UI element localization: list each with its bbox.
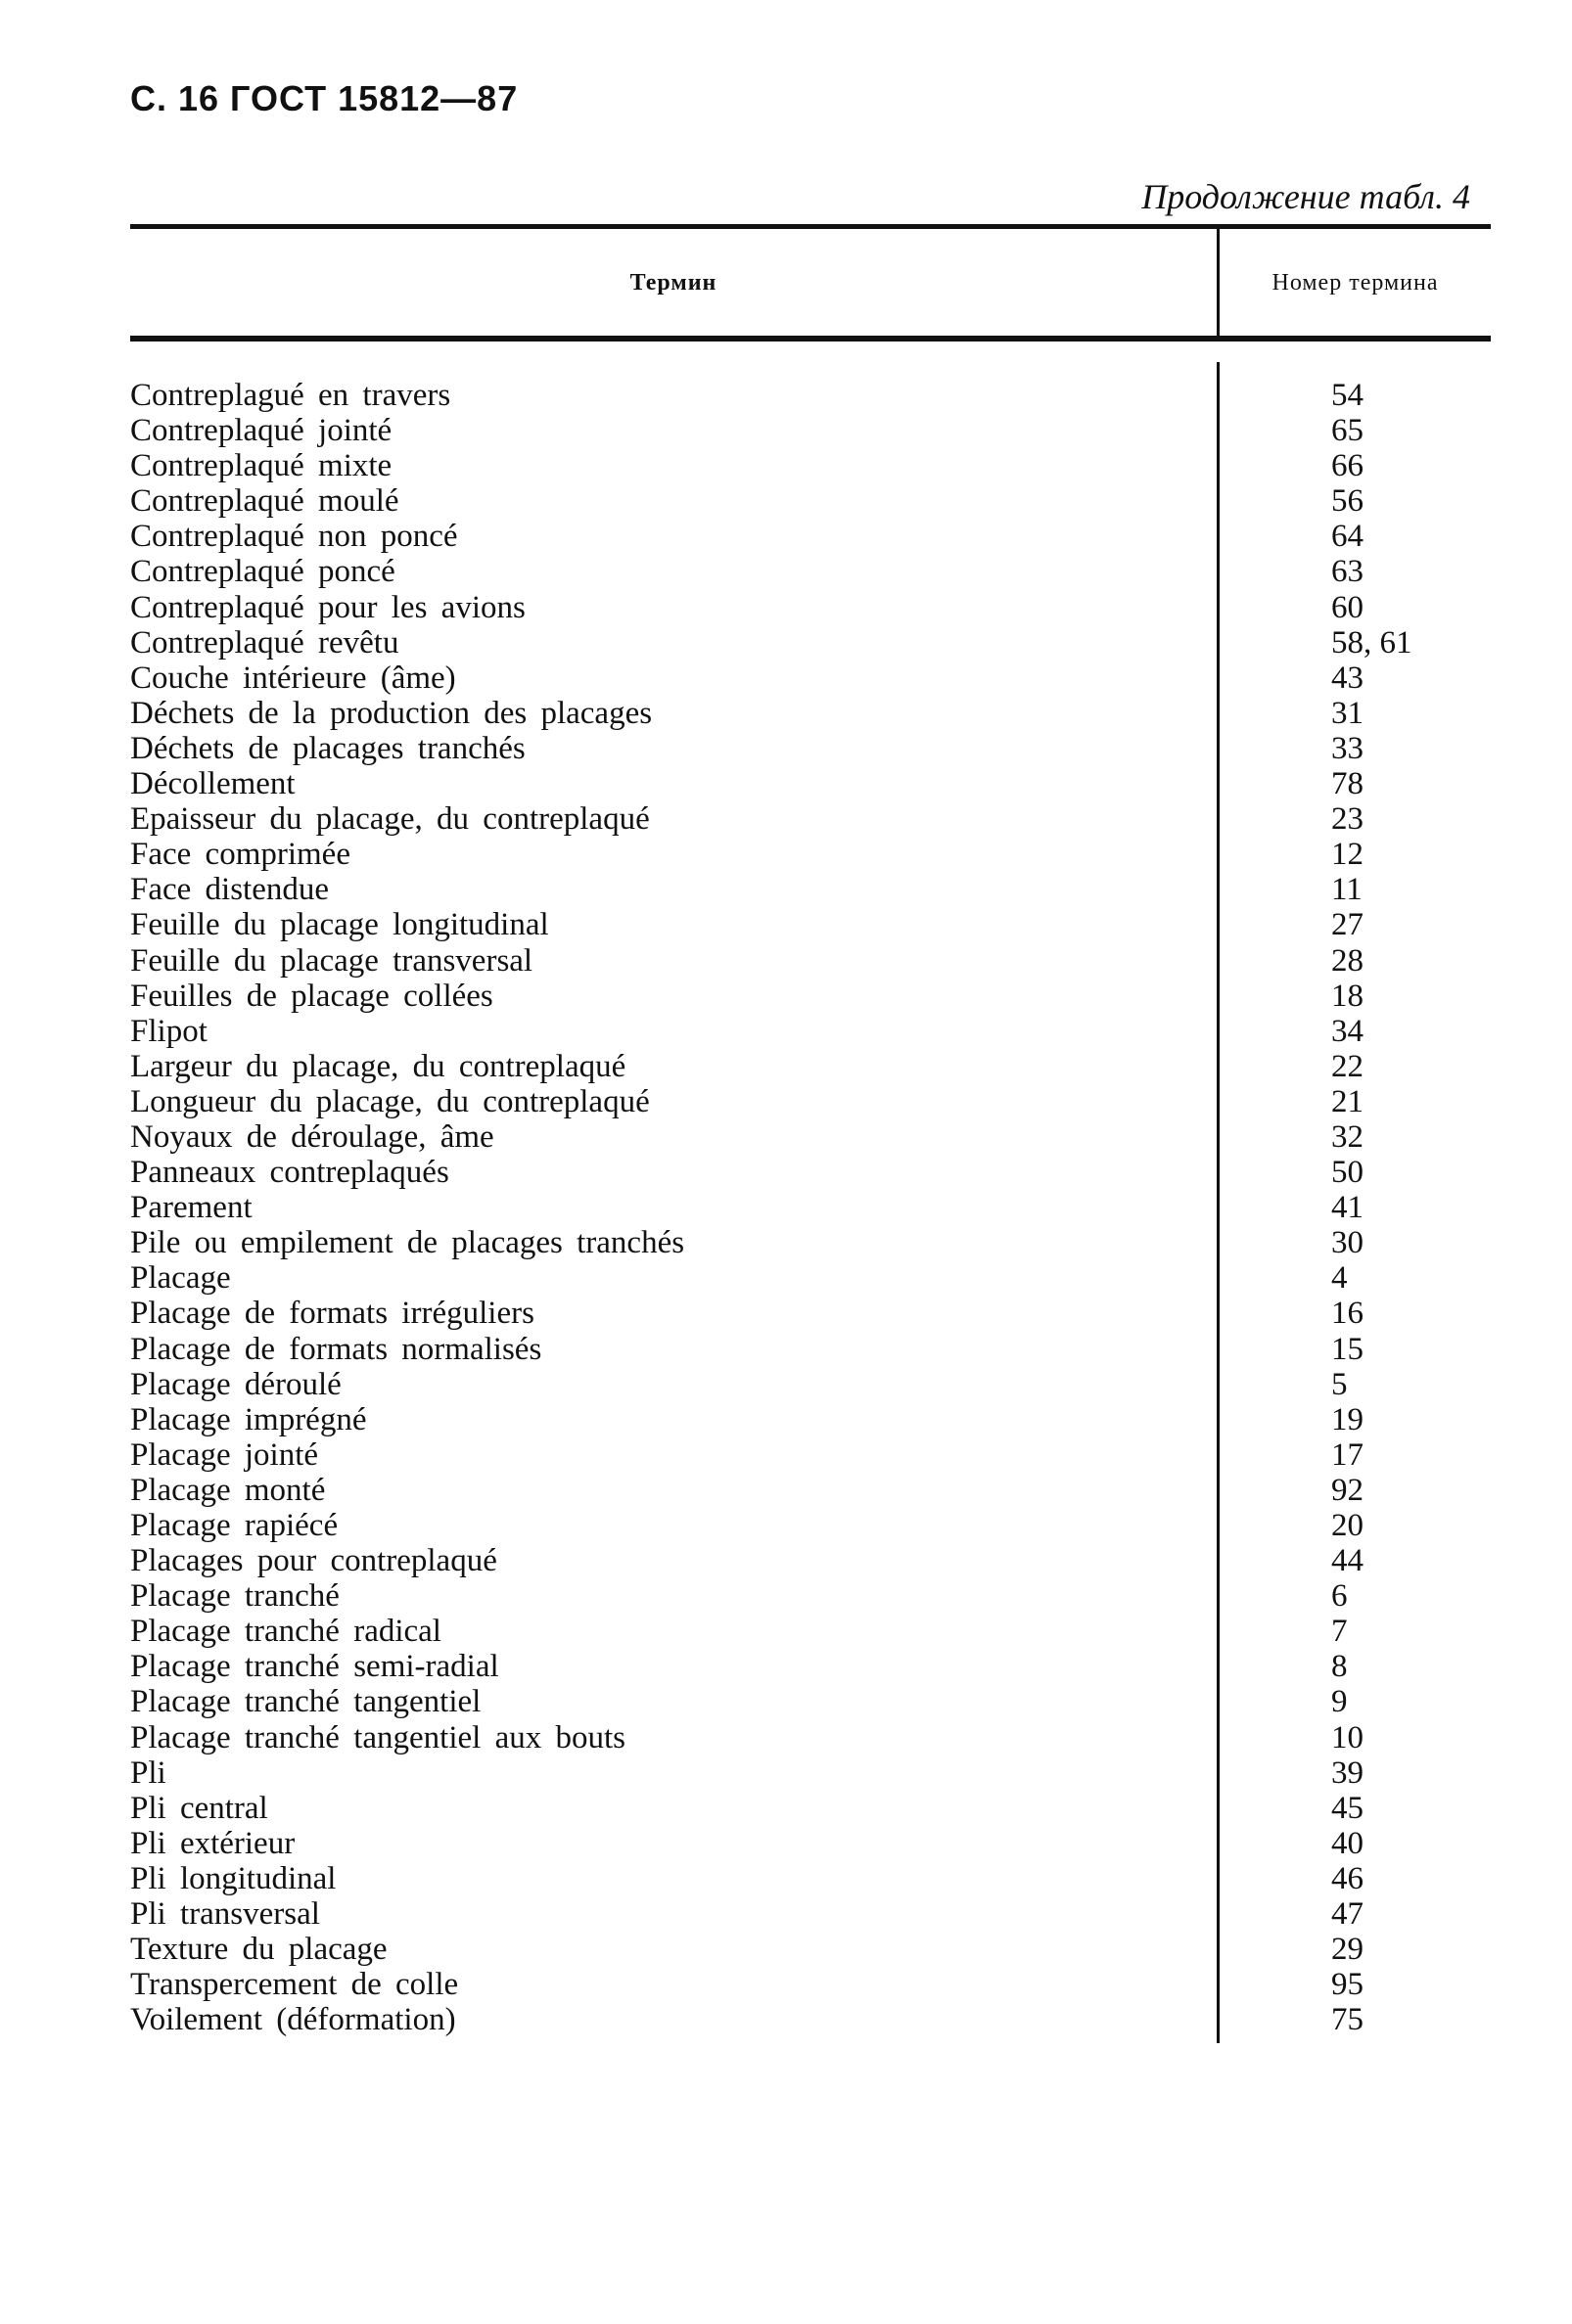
term-number-cell: 78 <box>1331 766 1364 802</box>
table-row <box>0 766 1572 801</box>
term-number-cell: 20 <box>1331 1508 1364 1543</box>
term-cell: Placage de formats irréguliers <box>130 1296 534 1332</box>
term-number-cell: 18 <box>1331 978 1364 1014</box>
table-row <box>0 837 1572 872</box>
term-number-cell: 58, 61 <box>1331 624 1412 661</box>
term-cell: Contreplaqué pour les avions <box>130 589 526 625</box>
table-row <box>0 1543 1572 1578</box>
term-cell: Déchets de placages tranchés <box>130 730 526 766</box>
table-row <box>0 661 1572 696</box>
table-row <box>0 413 1572 448</box>
table-row <box>0 1190 1572 1225</box>
term-cell: Contreplaqué jointé <box>130 413 393 449</box>
term-cell: Pli longitudinal <box>130 1860 337 1896</box>
table-row <box>0 483 1572 519</box>
term-cell: Transpercement de colle <box>130 1967 459 2003</box>
table-row <box>0 1755 1572 1791</box>
term-cell: Feuille du placage longitudinal <box>130 907 549 943</box>
term-number-cell: 43 <box>1331 660 1364 696</box>
table-row <box>0 943 1572 979</box>
term-number-cell: 60 <box>1331 589 1364 625</box>
term-cell: Décollement <box>130 766 296 802</box>
table-row <box>0 1791 1572 1826</box>
term-cell: Placage déroulé <box>130 1366 342 1402</box>
term-number-cell: 21 <box>1331 1083 1364 1119</box>
table-row <box>0 1649 1572 1684</box>
table-row <box>0 801 1572 837</box>
term-number-cell: 50 <box>1331 1155 1364 1191</box>
table-row <box>0 519 1572 554</box>
term-cell: Pli transversal <box>130 1896 320 1933</box>
term-cell: Placage tranché semi-radial <box>130 1649 499 1685</box>
term-number-cell: 56 <box>1331 483 1364 520</box>
term-number-cell: 65 <box>1331 413 1364 449</box>
term-cell: Placage rapiécé <box>130 1508 339 1543</box>
term-number-cell: 75 <box>1331 2002 1364 2038</box>
term-cell: Voilement (déformation) <box>130 2002 456 2038</box>
table-row <box>0 1084 1572 1119</box>
table-row <box>0 1014 1572 1049</box>
term-cell: Texture du placage <box>130 1932 388 1968</box>
term-number-cell: 34 <box>1331 1013 1364 1049</box>
term-number-cell: 4 <box>1331 1260 1348 1297</box>
term-number-cell: 5 <box>1331 1366 1348 1402</box>
term-number-cell: 11 <box>1331 872 1363 908</box>
term-cell: Placage tranché tangentiel aux bouts <box>130 1719 625 1755</box>
table-row <box>0 1508 1572 1543</box>
term-cell: Feuille du placage transversal <box>130 942 533 979</box>
term-cell: Largeur du placage, du contreplaqué <box>130 1048 626 1084</box>
term-number-cell: 7 <box>1331 1614 1348 1650</box>
term-cell: Longueur du placage, du contreplaqué <box>130 1083 650 1119</box>
term-number-cell: 29 <box>1331 1932 1364 1968</box>
term-number-cell: 17 <box>1331 1436 1364 1473</box>
table-row <box>0 1296 1572 1331</box>
term-number-cell: 47 <box>1331 1896 1364 1933</box>
term-number-cell: 45 <box>1331 1790 1364 1826</box>
table-row <box>0 448 1572 483</box>
term-cell: Placage <box>130 1260 231 1297</box>
table-row <box>0 1861 1572 1896</box>
table-top-rule <box>130 224 1491 229</box>
term-cell: Pli <box>130 1754 166 1791</box>
table-row <box>0 2002 1572 2037</box>
term-cell: Placages pour contreplaqué <box>130 1543 497 1579</box>
term-number-cell: 30 <box>1331 1225 1364 1261</box>
term-cell: Placage tranché radical <box>130 1614 441 1650</box>
table-row <box>0 1155 1572 1190</box>
term-cell: Flipot <box>130 1013 208 1049</box>
term-number-cell: 40 <box>1331 1825 1364 1861</box>
term-cell: Contreplaqué poncé <box>130 554 395 590</box>
table-row <box>0 378 1572 413</box>
term-cell: Parement <box>130 1190 253 1226</box>
table-row <box>0 1684 1572 1719</box>
table-row <box>0 1260 1572 1296</box>
table-row <box>0 1826 1572 1861</box>
term-cell: Placage monté <box>130 1472 326 1508</box>
table-row <box>0 1473 1572 1508</box>
term-number-cell: 8 <box>1331 1649 1348 1685</box>
term-cell: Pli central <box>130 1790 268 1826</box>
table-row <box>0 590 1572 625</box>
table-row <box>0 1578 1572 1614</box>
term-cell: Couche intérieure (âme) <box>130 660 456 696</box>
term-number-cell: 27 <box>1331 907 1364 943</box>
table-row <box>0 872 1572 907</box>
term-cell: Contreplagué en travers <box>130 378 451 413</box>
table-row <box>0 1332 1572 1367</box>
table-continuation-caption: Продолжение табл. 4 <box>1141 177 1470 216</box>
term-number-cell: 28 <box>1331 942 1364 979</box>
term-cell: Epaisseur du placage, du contreplaqué <box>130 801 650 838</box>
page-header: С. 16 ГОСТ 15812—87 <box>130 78 519 118</box>
table-row <box>0 696 1572 731</box>
term-number-cell: 6 <box>1331 1578 1348 1615</box>
term-number-cell: 12 <box>1331 837 1364 873</box>
term-number-cell: 92 <box>1331 1472 1364 1508</box>
term-cell: Feuilles de placage collées <box>130 978 493 1014</box>
table-row <box>0 1402 1572 1437</box>
term-number-cell: 64 <box>1331 519 1364 555</box>
table-row <box>0 1614 1572 1649</box>
term-number-cell: 10 <box>1331 1719 1364 1755</box>
table-row <box>0 979 1572 1014</box>
term-cell: Face distendue <box>130 872 330 908</box>
table-row <box>0 1437 1572 1473</box>
column-header-term: Термин <box>629 270 717 296</box>
term-cell: Placage tranché tangentiel <box>130 1684 482 1720</box>
term-number-cell: 9 <box>1331 1684 1348 1720</box>
term-cell: Pli extérieur <box>130 1825 296 1861</box>
term-cell: Noyaux de déroulage, âme <box>130 1118 494 1155</box>
term-cell: Contreplaqué revêtu <box>130 624 399 661</box>
table-row <box>0 1932 1572 1967</box>
term-number-cell: 19 <box>1331 1401 1364 1437</box>
term-number-cell: 66 <box>1331 448 1364 484</box>
term-number-cell: 63 <box>1331 554 1364 590</box>
term-number-cell: 22 <box>1331 1048 1364 1084</box>
table-row <box>0 1367 1572 1402</box>
term-number-cell: 33 <box>1331 730 1364 766</box>
term-cell: Déchets de la production des placages <box>130 695 653 731</box>
term-cell: Panneaux contreplaqués <box>130 1155 449 1191</box>
term-number-cell: 31 <box>1331 695 1364 731</box>
term-number-cell: 95 <box>1331 1967 1364 2003</box>
term-number-cell: 23 <box>1331 801 1364 838</box>
term-cell: Placage imprégné <box>130 1401 367 1437</box>
table-row <box>0 1119 1572 1155</box>
term-cell: Pile ou empilement de placages tranchés <box>130 1225 685 1261</box>
term-cell: Placage tranché <box>130 1578 340 1615</box>
term-number-cell: 46 <box>1331 1860 1364 1896</box>
table-row <box>0 1967 1572 2002</box>
table-row <box>0 1225 1572 1260</box>
term-cell: Contreplaqué moulé <box>130 483 399 520</box>
term-cell: Contreplaqué non poncé <box>130 519 458 555</box>
table-row <box>0 625 1572 661</box>
term-cell: Contreplaqué mixte <box>130 448 393 484</box>
term-number-cell: 44 <box>1331 1543 1364 1579</box>
table-row <box>0 1720 1572 1755</box>
term-number-cell: 16 <box>1331 1296 1364 1332</box>
table-row <box>0 1896 1572 1932</box>
term-cell: Face comprimée <box>130 837 350 873</box>
table-row <box>0 1049 1572 1084</box>
table-row <box>0 731 1572 766</box>
term-number-cell: 15 <box>1331 1331 1364 1367</box>
table-row <box>0 907 1572 942</box>
table-body <box>0 378 1572 2037</box>
term-number-cell: 54 <box>1331 378 1364 413</box>
term-number-cell: 32 <box>1331 1118 1364 1155</box>
column-header-number: Номер термина <box>1271 270 1439 296</box>
table-header-rule <box>130 336 1491 342</box>
term-number-cell: 39 <box>1331 1754 1364 1791</box>
term-number-cell: 41 <box>1331 1190 1364 1226</box>
term-cell: Placage de formats normalisés <box>130 1331 542 1367</box>
term-cell: Placage jointé <box>130 1436 319 1473</box>
table-row <box>0 554 1572 589</box>
